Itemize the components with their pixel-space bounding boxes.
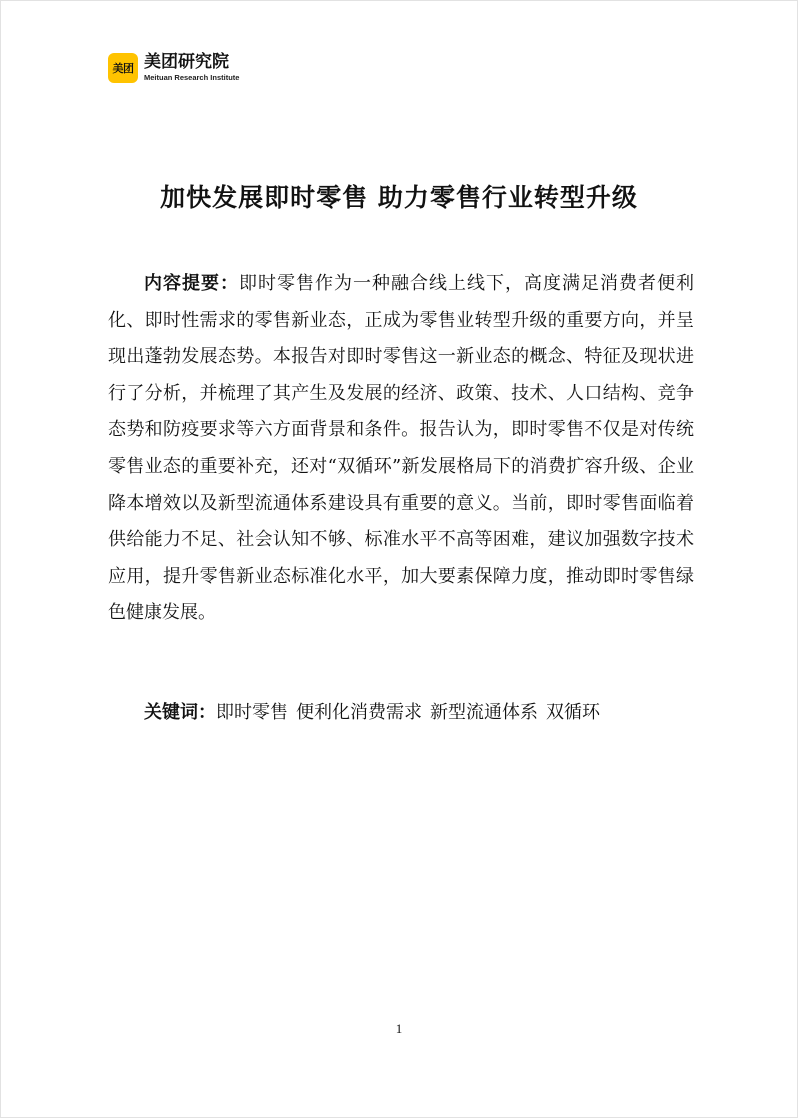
meituan-logo-icon: 美团: [108, 53, 138, 83]
abstract-text: 即时零售作为一种融合线上线下，高度满足消费者便利化、即时性需求的零售新业态，正成为零售业转型升级的重要方向，并呈现出蓬勃发展态势。本报告对即时零售这一新业态的概念、特征及现状进行了分析，并梳理了其产生及发展的经济、政策、技术、人口结构、竞争态势和防疫要求等六方面背景和条件。报告认为，即时零售不仅是对传统零售业态的重要补充，还对“双循环”新发展格局下的消费扩容升级、企业降本增效以及新型流通体系建设具有重要的意义。当前，即时零售面临着供给能力不足、社会认知不够、标准水平不高等困难，建议加强数字技术应用，提升零售新业态标准化水平，加大要素保障力度，推动即时零售绿色健康发展。: [108, 273, 694, 624]
abstract-label: 内容提要：: [144, 273, 239, 294]
meituan-logo: [108, 53, 239, 83]
abstract-paragraph: [108, 266, 694, 632]
logo-chinese-name: 美团研究院: [144, 52, 229, 73]
logo-text: [144, 54, 239, 82]
page-number: 1: [395, 1021, 403, 1036]
keyword-item: 便利化消费需求: [296, 702, 422, 723]
keywords-line: [108, 695, 694, 731]
logo-english-name: Meituan Research Institute: [144, 73, 240, 83]
keyword-item: 双循环: [546, 702, 600, 723]
document-title: 加快发展即时零售 助力零售行业转型升级: [160, 183, 638, 212]
keywords-label: 关键词：: [144, 702, 216, 723]
keyword-item: 新型流通体系: [430, 702, 538, 723]
keyword-item: 即时零售: [216, 702, 288, 723]
